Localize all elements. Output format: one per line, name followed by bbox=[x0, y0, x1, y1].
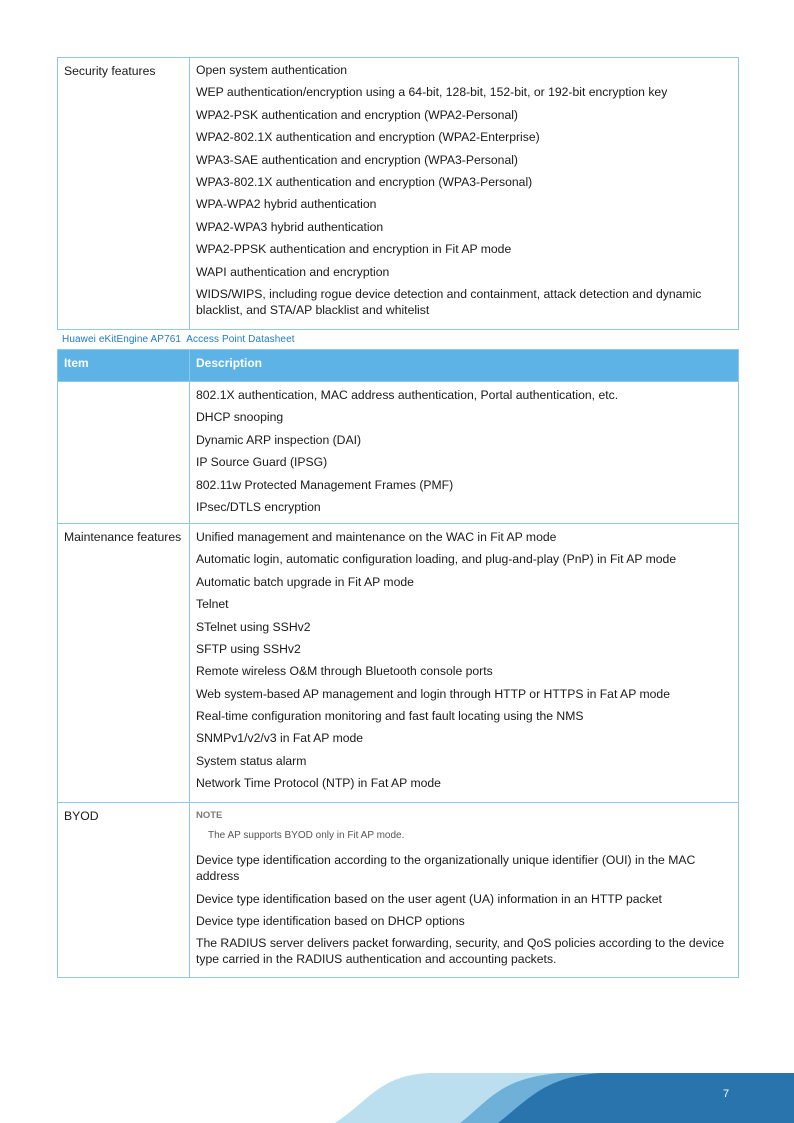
description-line: Device type identification according to the organizationally unique identifier (OUI) in the MAC address bbox=[196, 853, 696, 884]
description-line: Open system authentication bbox=[196, 63, 348, 77]
description-line: 802.11w Protected Management Frames (PMF) bbox=[196, 477, 454, 492]
description-line: System status alarm bbox=[196, 753, 307, 768]
description-line: WPA2-WPA3 hybrid authentication bbox=[196, 219, 384, 234]
description-line: WEP authentication/encryption using a 64-bit, 128-bit, 152-bit, or 192-bit encryption key bbox=[196, 85, 668, 100]
description-line: Automatic login, automatic configuration loading, and plug-and-play (PnP) in Fit AP mode bbox=[196, 552, 677, 567]
description-line: STelnet using SSHv2 bbox=[196, 619, 311, 634]
description-line: SFTP using SSHv2 bbox=[196, 641, 301, 656]
description-line: SNMPv1/v2/v3 in Fat AP mode bbox=[196, 731, 364, 746]
header-description: Description bbox=[190, 350, 739, 382]
description-line: Telnet bbox=[196, 597, 229, 612]
description-line: Real-time configuration monitoring and fast fault locating using the NMS bbox=[196, 709, 584, 724]
description-line: WPA3-SAE authentication and encryption (WPA3-Personal) bbox=[196, 152, 518, 167]
description-line: Automatic batch upgrade in Fit AP mode bbox=[196, 574, 414, 589]
row-item-label: BYOD bbox=[58, 803, 190, 978]
row-item-label: Maintenance features bbox=[58, 523, 190, 802]
description-line: The RADIUS server delivers packet forwarding, security, and QoS policies according to the device type carried in the RADIUS authentication and accounting packets. bbox=[196, 936, 725, 967]
row-description bbox=[190, 523, 739, 802]
description-line: IP Source Guard (IPSG) bbox=[196, 455, 328, 470]
description-line: Network Time Protocol (NTP) in Fat AP mode bbox=[196, 776, 441, 791]
note-title: NOTE bbox=[196, 810, 223, 822]
description-line: Dynamic ARP inspection (DAI) bbox=[196, 432, 362, 447]
description-line: WPA2-802.1X authentication and encryption (WPA2-Enterprise) bbox=[196, 130, 540, 145]
description-line: WPA2-PSK authentication and encryption (WPA2-Personal) bbox=[196, 107, 518, 122]
description-line: WIDS/WIPS, including rogue device detection and containment, attack detection and dynamic blacklist, and STA/AP blacklist and whitelist bbox=[196, 286, 702, 317]
table-row bbox=[58, 58, 739, 330]
page-number: 7 bbox=[723, 1088, 730, 1100]
header-item: Item bbox=[58, 350, 190, 382]
description-line: Device type identification based on the user agent (UA) information in an HTTP packet bbox=[196, 891, 662, 906]
description-line: 802.1X authentication, MAC address authentication, Portal authentication, etc. bbox=[196, 388, 619, 402]
description-line: WAPI authentication and encryption bbox=[196, 264, 390, 279]
description-line: Web system-based AP management and login through HTTP or HTTPS in Fat AP mode bbox=[196, 686, 670, 701]
description-line: Unified management and maintenance on the WAC in Fit AP mode bbox=[196, 529, 557, 544]
description-line: IPsec/DTLS encryption bbox=[196, 499, 321, 514]
description-line: WPA2-PPSK authentication and encryption in Fit AP mode bbox=[196, 242, 512, 257]
table-row bbox=[58, 382, 739, 524]
footer-wave-decoration bbox=[0, 1050, 794, 1123]
row-item-label: Security features bbox=[58, 58, 190, 330]
description-line: DHCP snooping bbox=[196, 410, 284, 425]
row-description bbox=[190, 382, 739, 524]
table-row bbox=[58, 523, 739, 802]
features-table bbox=[57, 349, 739, 978]
table-header-row bbox=[58, 350, 739, 382]
security-features-table bbox=[57, 57, 739, 330]
note-text: The AP supports BYOD only in Fit AP mode. bbox=[208, 830, 405, 842]
row-description bbox=[190, 58, 739, 330]
description-line: WPA-WPA2 hybrid authentication bbox=[196, 197, 377, 212]
row-item-label bbox=[58, 382, 190, 524]
table-row bbox=[58, 803, 739, 978]
row-description bbox=[190, 803, 739, 978]
table-caption: Huawei eKitEngine AP761 Access Point Datasheet bbox=[62, 334, 295, 345]
description-line: Remote wireless O&M through Bluetooth console ports bbox=[196, 664, 493, 679]
description-line: Device type identification based on DHCP options bbox=[196, 914, 465, 929]
description-line: WPA3-802.1X authentication and encryption (WPA3-Personal) bbox=[196, 174, 533, 189]
